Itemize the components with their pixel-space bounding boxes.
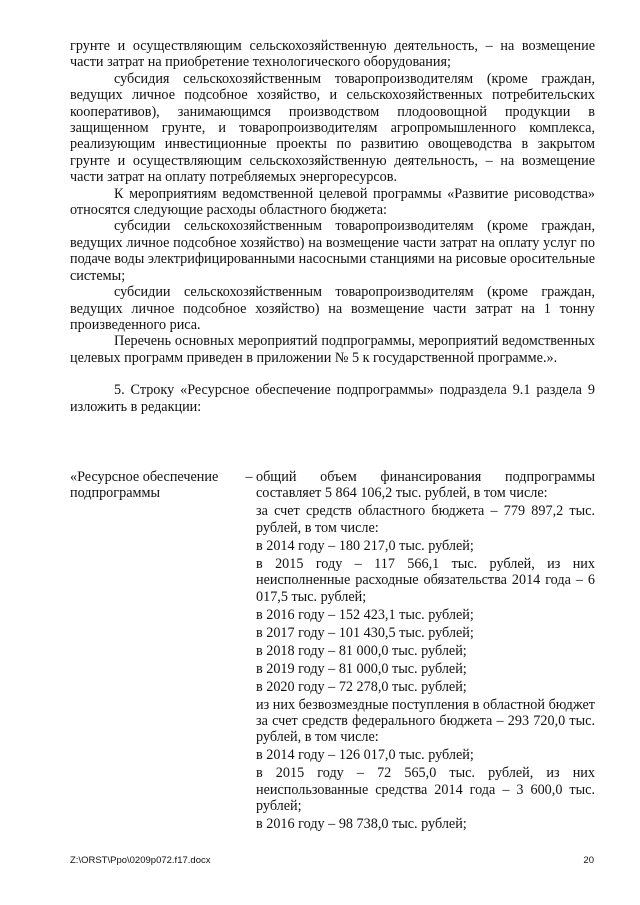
resource-label: «Ресурсное обеспечение подпрограммы [70,469,219,502]
resource-line: в 2015 году – 117 566,1 тыс. рублей, из них неисполненные расходные обязательства 2014 года – 6 017,5 тыс. рублей; [256,555,595,605]
paragraph-2: субсидия сельскохозяйственным товаропроизводителям (кроме граждан, ведущих личное подсобное хозяйство, и сельскохозяйственных потребительских кооперативов), занимающимся производством плодоовощной продукции в защищенном грунте, и товаропроизводителям агропромышленного комплекса, реализующим инвестиционные проекты по развитию овощеводства в закрытом грунте и осуществляющим сельскохозяйственную деятельность, – на возмещение части затрат на оплату потребляемых энергоресурсов. [70,70,595,186]
resource-line: в 2018 году – 81 000,0 тыс. рублей; [256,642,467,659]
resource-dash: – [245,469,253,485]
body-text [70,38,595,415]
resource-line: в 2015 году – 72 565,0 тыс. рублей, из них неиспользованные средства 2014 года – 3 600,0 тыс. рублей; [256,765,595,815]
paragraph-7: 5. Строку «Ресурсное обеспечение подпрограммы» подраздела 9.1 раздела 9 изложить в редакции: [70,382,595,415]
resource-details [256,469,595,834]
paragraph-5: субсидии сельскохозяйственным товаропроизводителям (кроме граждан, ведущих личное подсобное хозяйство) на возмещение части затрат на 1 тонну произведенного риса. [70,284,595,333]
resource-line: в 2014 году – 180 217,0 тыс. рублей; [256,537,474,554]
resource-line: в 2016 году – 98 738,0 тыс. рублей; [256,816,467,833]
resource-line: в 2014 году – 126 017,0 тыс. рублей; [256,747,474,764]
paragraph-4: субсидии сельскохозяйственным товаропроизводителям (кроме граждан, ведущих личное подсобное хозяйство) на возмещение части затрат на оплату услуг по подаче воды электрифицированными насосными станциями на рисовые оросительные системы; [70,218,595,284]
resource-line: за счет средств областного бюджета – 779 897,2 тыс. рублей, в том числе: [256,503,595,536]
page-number: 20 [583,855,594,866]
resource-line: в 2016 году – 152 423,1 тыс. рублей; [256,606,474,623]
paragraph-3: К мероприятиям ведомственной целевой программы «Развитие рисоводства» относятся следующие расходы областного бюджета: [70,185,595,219]
resource-line: в 2020 году – 72 278,0 тыс. рублей; [256,678,467,695]
resource-line: в 2019 году – 81 000,0 тыс. рублей; [256,660,467,677]
resource-line: в 2017 году – 101 430,5 тыс. рублей; [256,624,474,641]
paragraph-1: грунте и осуществляющим сельскохозяйственную деятельность, – на возмещение части затрат на приобретение технологического оборудования; [70,38,595,71]
paragraph-6: Перечень основных мероприятий подпрограммы, мероприятий ведомственных целевых программ приведен в приложении № 5 к государственной программе.». [70,333,595,366]
resource-line: общий объем финансирования подпрограммы составляет 5 864 106,2 тыс. рублей, в том числе: [256,469,595,502]
resource-line: из них безвозмездные поступления в областной бюджет за счет средств федерального бюджета – 293 720,0 тыс. рублей, в том числе: [256,696,595,746]
footer-file-path: Z:\ORST\Ppo\0209p072.f17.docx [70,855,211,866]
